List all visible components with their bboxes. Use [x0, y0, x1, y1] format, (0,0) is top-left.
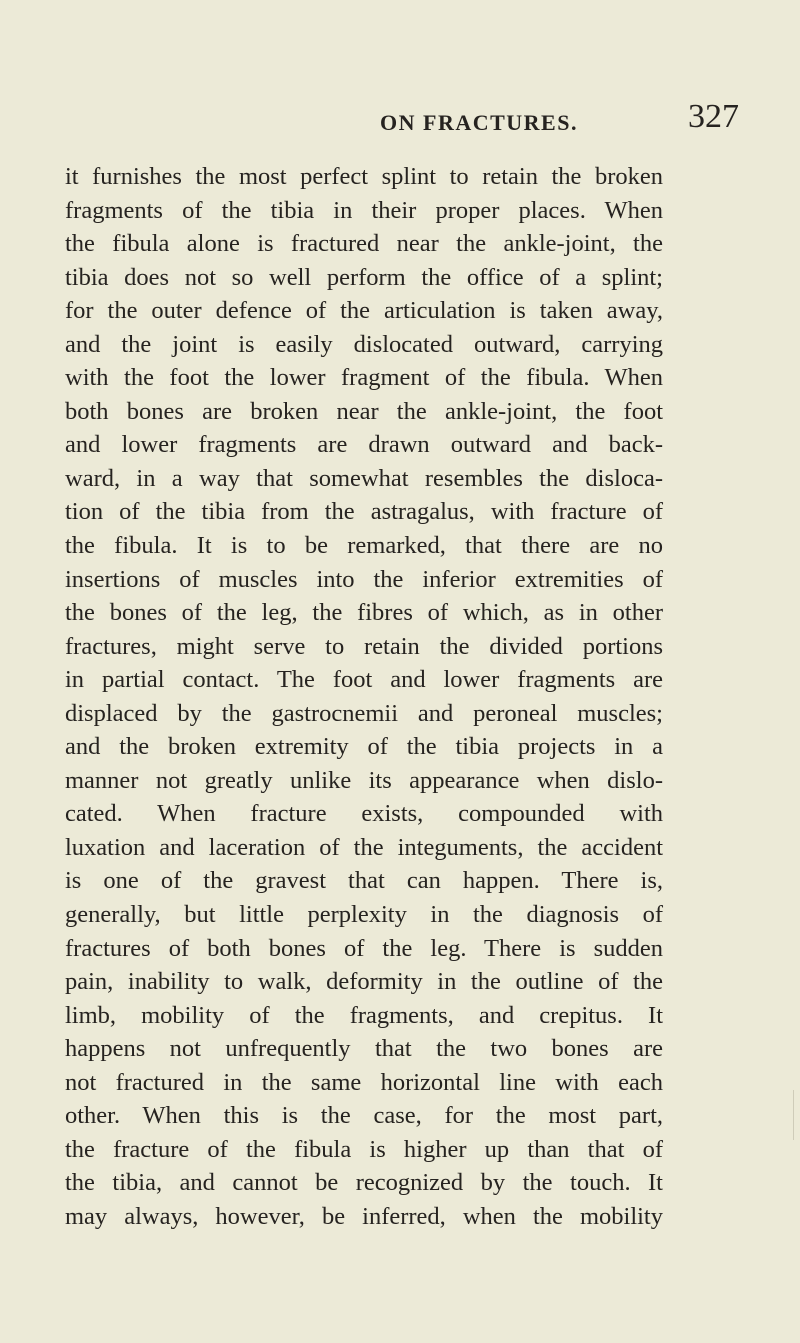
text-line: the bones of the leg, the fibres of which, as in other	[65, 599, 663, 627]
page-number: 327	[688, 98, 739, 135]
text-line: and lower fragments are drawn outward and back-	[65, 431, 663, 459]
text-line: is one of the gravest that can happen. There is,	[65, 867, 663, 895]
body-text	[65, 160, 663, 1234]
text-line: both bones are broken near the ankle-joint, the foot	[65, 397, 663, 425]
text-line: for the outer defence of the articulation is taken away,	[65, 297, 663, 325]
text-line: it furnishes the most perfect splint to retain the broken	[65, 163, 663, 190]
running-head: ON FRACTURES.	[380, 110, 578, 135]
text-line: tibia does not so well perform the office of a splint;	[65, 263, 663, 291]
text-line: and the joint is easily dislocated outward, carrying	[65, 330, 663, 358]
text-line: fragments of the tibia in their proper places. When	[65, 196, 663, 224]
text-line: and the broken extremity of the tibia projects in a	[65, 733, 663, 761]
text-line: not fractured in the same horizontal line with each	[65, 1068, 663, 1096]
text-line: displaced by the gastrocnemii and peroneal muscles;	[65, 699, 663, 727]
text-line: may always, however, be inferred, when the mobility	[65, 1202, 663, 1230]
text-line: the fibula alone is fractured near the ankle-joint, the	[65, 230, 663, 258]
text-line: pain, inability to walk, deformity in the outline of the	[65, 968, 663, 996]
text-line: in partial contact. The foot and lower fragments are	[65, 666, 663, 694]
text-line: manner not greatly unlike its appearance when dislo-	[65, 766, 663, 794]
text-line: the fracture of the fibula is higher up than that of	[65, 1135, 663, 1163]
text-line: tion of the tibia from the astragalus, with fracture of	[65, 498, 663, 526]
text-line: luxation and laceration of the integuments, the accident	[65, 833, 663, 861]
text-line: with the foot the lower fragment of the fibula. When	[65, 364, 663, 392]
text-line: limb, mobility of the fragments, and crepitus. It	[65, 1001, 663, 1029]
text-line: fractures, might serve to retain the divided portions	[65, 632, 663, 660]
text-line: other. When this is the case, for the most part,	[65, 1102, 663, 1130]
text-line: happens not unfrequently that the two bones are	[65, 1035, 663, 1063]
text-line: generally, but little perplexity in the diagnosis of	[65, 901, 663, 929]
text-line: the fibula. It is to be remarked, that there are no	[65, 532, 663, 560]
text-line: the tibia, and cannot be recognized by the touch. It	[65, 1169, 663, 1197]
text-line: cated. When fracture exists, compounded with	[65, 800, 663, 828]
page-edge-shadow	[793, 1090, 794, 1140]
text-line: insertions of muscles into the inferior extremities of	[65, 565, 663, 593]
text-line: fractures of both bones of the leg. There is sudden	[65, 934, 663, 962]
text-line: ward, in a way that somewhat resembles the disloca-	[65, 464, 663, 492]
